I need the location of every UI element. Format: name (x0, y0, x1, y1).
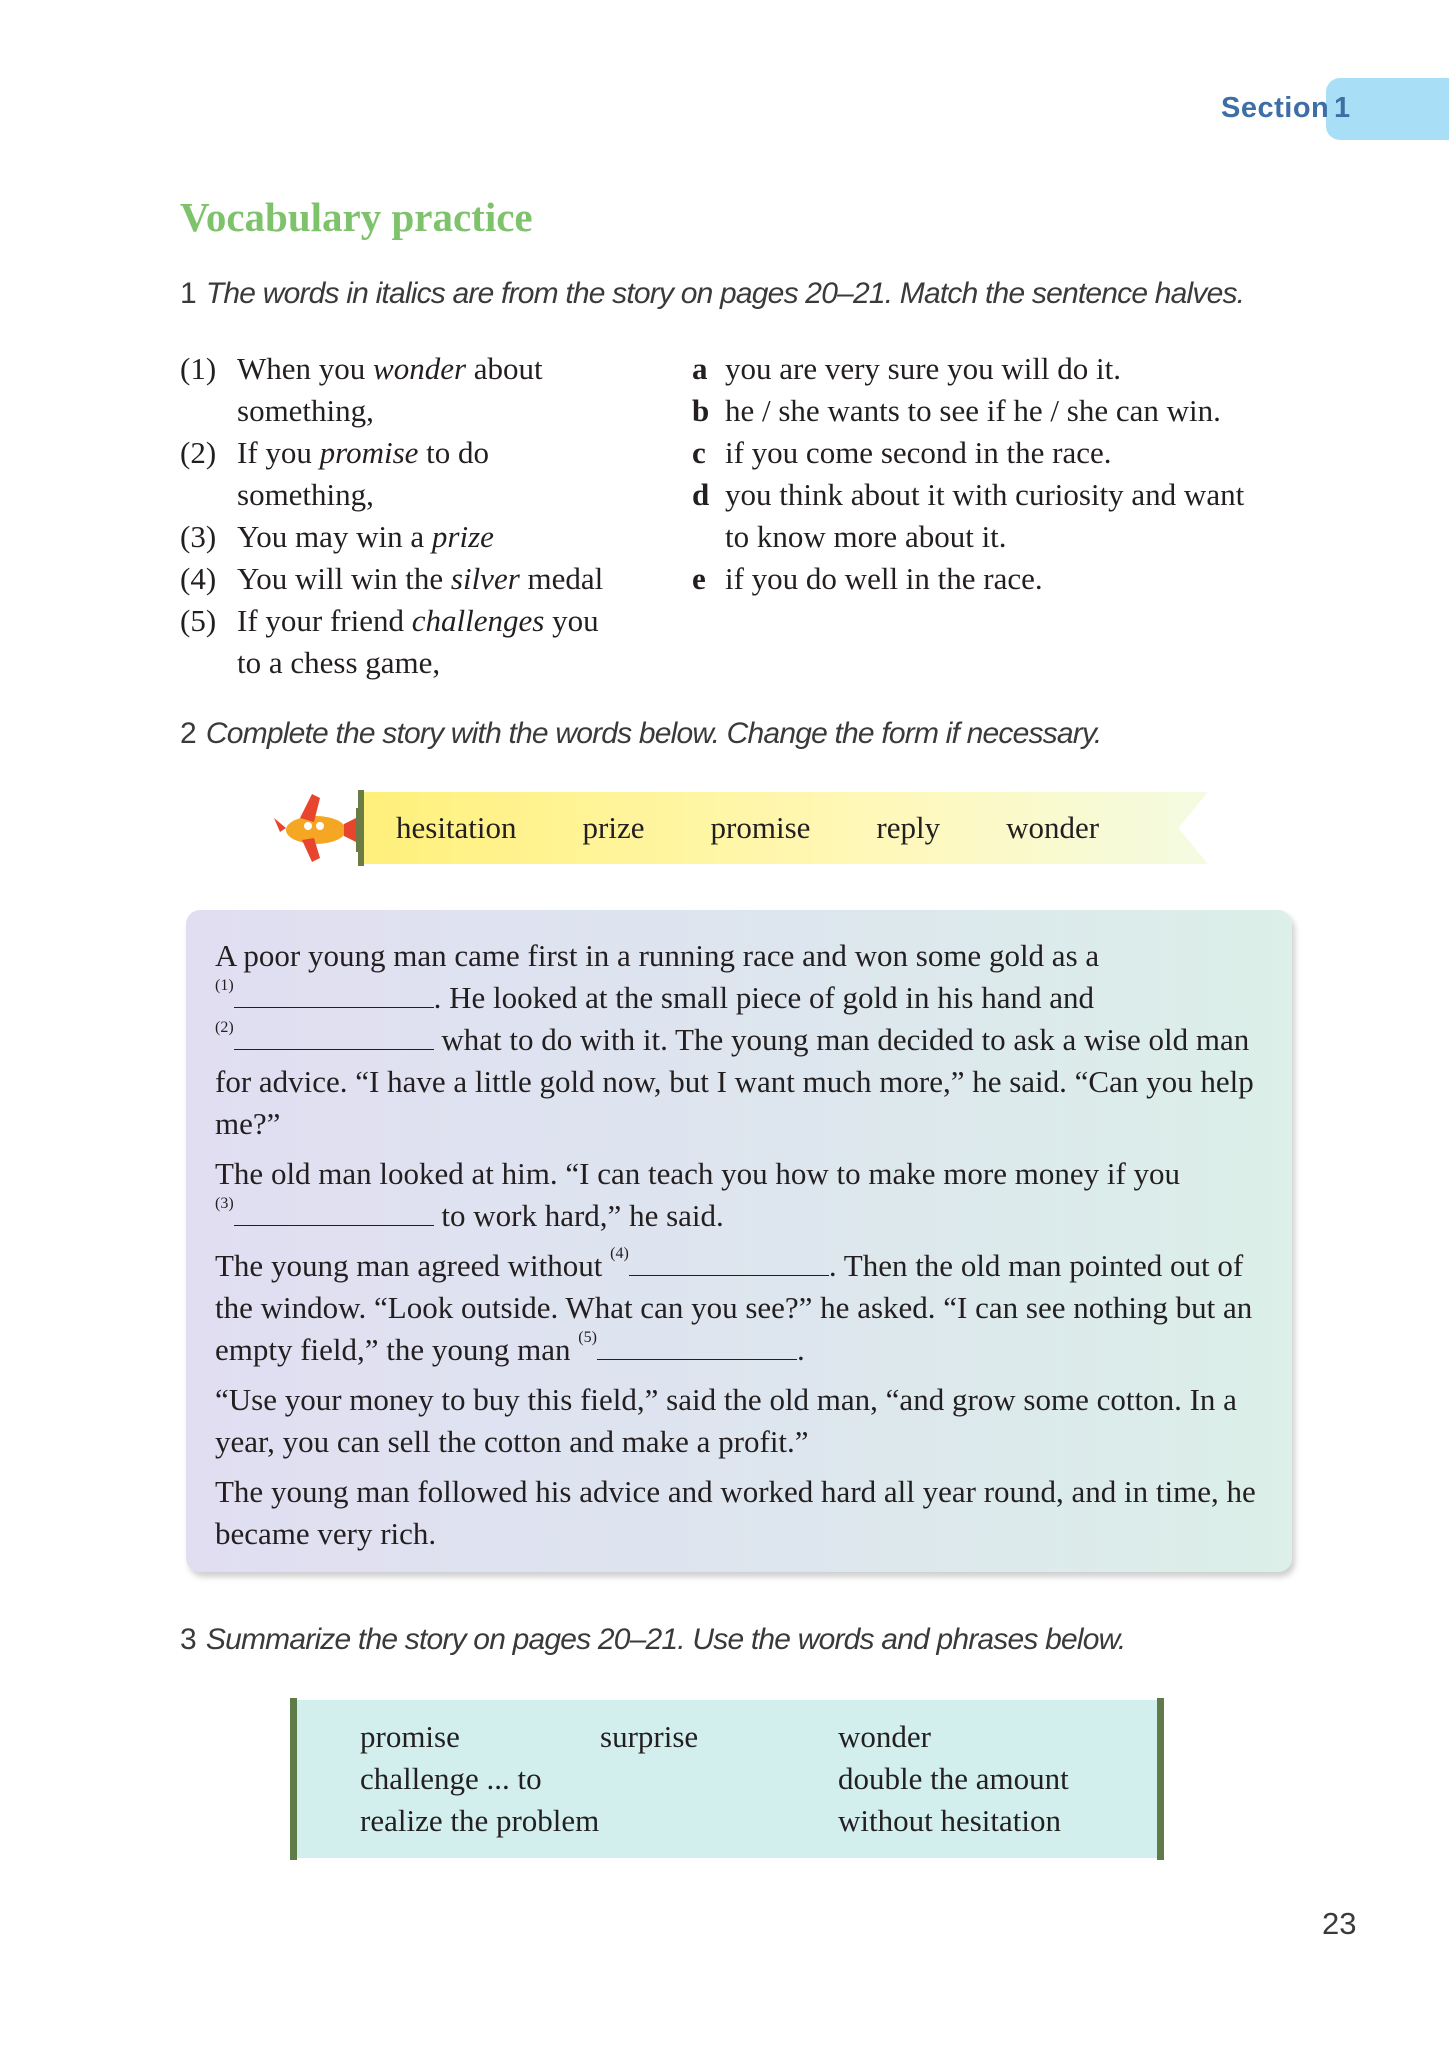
story-paragraph: The young man followed his advice and worked hard all year round, and in time, he became very rich. (215, 1474, 1256, 1551)
phrase-item: surprise (600, 1719, 699, 1754)
word-bank-item: reply (876, 810, 941, 845)
section-label: Section (1221, 92, 1330, 124)
airplane-icon (272, 788, 364, 868)
phrase-item: wonder (838, 1719, 931, 1754)
story-text (215, 935, 1275, 1563)
match-left-item: (4) You will win the silver medal (180, 561, 604, 596)
word-bank-item: promise (710, 810, 811, 845)
blank-5[interactable] (597, 1331, 797, 1360)
blank-2[interactable] (234, 1021, 434, 1050)
blank-1[interactable] (234, 979, 434, 1008)
word-bank-item: hesitation (396, 810, 517, 845)
match-right-item: c if you come second in the race. (692, 435, 1112, 470)
phrase-item: realize the problem (360, 1803, 600, 1838)
match-right-column (692, 348, 1312, 600)
exercise-3-instruction: 3 Summarize the story on pages 20–21. Use the words and phrases below. (180, 1623, 1126, 1656)
match-right-item: b he / she wants to see if he / she can win. (692, 393, 1221, 428)
exercise-2-instruction: 2 Complete the story with the words below. Change the form if necessary. (180, 717, 1102, 750)
story-paragraph: The old man looked at him. “I can teach you how to make more money if you $^{(3)}$ to work hard,” he said. (215, 1156, 1181, 1233)
match-right-item: a you are very sure you will do it. (692, 351, 1122, 386)
phrase-item: without hesitation (838, 1803, 1062, 1838)
match-left-item: (1) When you wonder about something, (180, 351, 543, 428)
match-right-item: e if you do well in the race. (692, 561, 1043, 596)
match-left-item: (2) If you promise to do something, (180, 435, 490, 512)
exercise-number: 1 (180, 277, 196, 310)
phrase-item: double the amount (838, 1761, 1069, 1796)
blank-4[interactable] (629, 1247, 829, 1276)
exercise-1-instruction: 1 The words in italics are from the story on pages 20–21. Match the sentence halves. (180, 277, 1245, 310)
exercise-number: 2 (180, 717, 196, 750)
match-left-item: (3) You may win a prize (180, 519, 494, 554)
story-paragraph: A poor young man came first in a running race and won some gold as a $^{(1)}$ . He looked at the small piece of gold in his hand and $^{(2)}$ what to do with it. The young man decided to ask a wise old man for advice. “I have a little gold now, but I want much more,” he said. “Can you help me?” (215, 938, 1254, 1141)
phrase-item: promise (360, 1719, 460, 1754)
page-number: 23 (1322, 1906, 1357, 1941)
story-paragraph: The young man agreed without $^{(4)}$ . Then the old man pointed out of the window. “Look outside. What can you see?” he asked. “I can see nothing but an empty field,” the young man $^{(5)}$ . (215, 1245, 1253, 1367)
match-left-item: (5) If your friend challenges you to a chess game, (180, 603, 599, 680)
story-paragraph: “Use your money to buy this field,” said the old man, “and grow some cotton. In a year, you can sell the cotton and make a profit.” (215, 1382, 1237, 1459)
match-left-column (180, 348, 680, 684)
match-right-item: d you think about it with curiosity and want to know more about it. (692, 477, 1245, 554)
word-bank-item: wonder (1006, 810, 1100, 845)
page-title: Vocabulary practice (180, 194, 533, 240)
word-bank-item: prize (582, 810, 645, 845)
word-bank-banner (358, 792, 1208, 864)
phrase-box (290, 1700, 1164, 1858)
blank-3[interactable] (234, 1197, 434, 1226)
section-number: 1 (1334, 92, 1351, 124)
exercise-number: 3 (180, 1623, 196, 1656)
phrase-item: challenge ... to (360, 1761, 542, 1796)
